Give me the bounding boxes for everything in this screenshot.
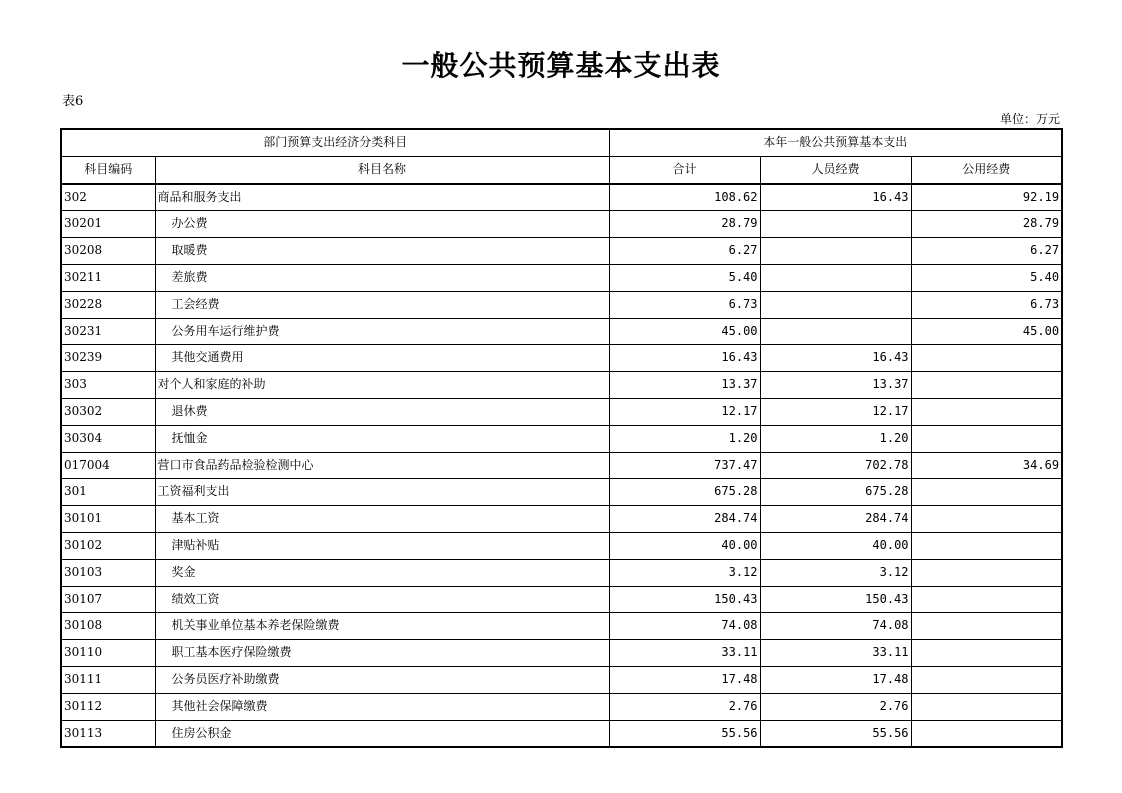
cell-personnel: 13.37: [760, 372, 911, 399]
cell-code: 30231: [61, 318, 155, 345]
cell-name: 职工基本医疗保险缴费: [155, 640, 609, 667]
cell-name: 住房公积金: [155, 720, 609, 747]
cell-total: 1.20: [609, 425, 760, 452]
cell-public: [911, 506, 1062, 533]
cell-public: [911, 693, 1062, 720]
cell-name: 绩效工资: [155, 586, 609, 613]
table-row: [61, 318, 1062, 345]
table-row: [61, 398, 1062, 425]
cell-total: 16.43: [609, 345, 760, 372]
cell-total: 150.43: [609, 586, 760, 613]
cell-public: [911, 586, 1062, 613]
cell-code: 30110: [61, 640, 155, 667]
cell-name: 公务员医疗补助缴费: [155, 666, 609, 693]
cell-code: 30107: [61, 586, 155, 613]
cell-name: 办公费: [155, 211, 609, 238]
cell-total: 40.00: [609, 532, 760, 559]
table-row: [61, 720, 1062, 747]
cell-public: [911, 425, 1062, 452]
cell-total: 5.40: [609, 264, 760, 291]
cell-name: 工会经费: [155, 291, 609, 318]
cell-personnel: 702.78: [760, 452, 911, 479]
cell-total: 13.37: [609, 372, 760, 399]
table-row: [61, 506, 1062, 533]
cell-name: 差旅费: [155, 264, 609, 291]
cell-public: [911, 345, 1062, 372]
cell-total: 284.74: [609, 506, 760, 533]
cell-total: 675.28: [609, 479, 760, 506]
cell-total: 28.79: [609, 211, 760, 238]
cell-code: 30304: [61, 425, 155, 452]
cell-public: [911, 559, 1062, 586]
cell-code: 30211: [61, 264, 155, 291]
cell-personnel: 16.43: [760, 184, 911, 211]
cell-total: 12.17: [609, 398, 760, 425]
cell-name: 其他交通费用: [155, 345, 609, 372]
table-row: [61, 640, 1062, 667]
cell-public: [911, 532, 1062, 559]
cell-name: 营口市食品药品检验检测中心: [155, 452, 609, 479]
column-header-personnel: 人员经费: [760, 156, 911, 183]
cell-public: 45.00: [911, 318, 1062, 345]
cell-public: [911, 720, 1062, 747]
cell-personnel: 3.12: [760, 559, 911, 586]
cell-personnel: 2.76: [760, 693, 911, 720]
cell-name: 退休费: [155, 398, 609, 425]
table-row: [61, 479, 1062, 506]
cell-personnel: 55.56: [760, 720, 911, 747]
cell-public: 6.73: [911, 291, 1062, 318]
cell-total: 2.76: [609, 693, 760, 720]
cell-personnel: [760, 238, 911, 265]
cell-public: 34.69: [911, 452, 1062, 479]
cell-code: 301: [61, 479, 155, 506]
table-row: [61, 211, 1062, 238]
cell-personnel: [760, 318, 911, 345]
group-header-classification: 部门预算支出经济分类科目: [61, 129, 609, 156]
cell-public: [911, 613, 1062, 640]
table-row: [61, 452, 1062, 479]
cell-name: 商品和服务支出: [155, 184, 609, 211]
cell-personnel: 16.43: [760, 345, 911, 372]
cell-code: 30101: [61, 506, 155, 533]
column-header-public: 公用经费: [911, 156, 1062, 183]
cell-total: 108.62: [609, 184, 760, 211]
cell-code: 30108: [61, 613, 155, 640]
table-row: [61, 264, 1062, 291]
cell-name: 工资福利支出: [155, 479, 609, 506]
cell-code: 30103: [61, 559, 155, 586]
table-row: [61, 559, 1062, 586]
table-row: [61, 693, 1062, 720]
column-header-code: 科目编码: [61, 156, 155, 183]
cell-name: 公务用车运行维护费: [155, 318, 609, 345]
table-row: [61, 291, 1062, 318]
page-title: 一般公共预算基本支出表: [401, 49, 721, 82]
cell-code: 30302: [61, 398, 155, 425]
column-header-name: 科目名称: [155, 156, 609, 183]
cell-code: 30112: [61, 693, 155, 720]
cell-code: 017004: [61, 452, 155, 479]
cell-name: 机关事业单位基本养老保险缴费: [155, 613, 609, 640]
cell-personnel: 284.74: [760, 506, 911, 533]
table-row: [61, 666, 1062, 693]
cell-personnel: 40.00: [760, 532, 911, 559]
table-row: [61, 613, 1062, 640]
column-header-total: 合计: [609, 156, 760, 183]
table-number: 表6: [62, 94, 84, 109]
unit-label: 单位：万元: [999, 112, 1060, 126]
cell-code: 30201: [61, 211, 155, 238]
group-header-expenditure: 本年一般公共预算基本支出: [609, 129, 1062, 156]
cell-total: 737.47: [609, 452, 760, 479]
cell-public: 6.27: [911, 238, 1062, 265]
table-row: [61, 586, 1062, 613]
cell-personnel: 17.48: [760, 666, 911, 693]
table-row: [61, 184, 1062, 211]
cell-total: 6.73: [609, 291, 760, 318]
cell-total: 33.11: [609, 640, 760, 667]
cell-code: 30113: [61, 720, 155, 747]
cell-personnel: 675.28: [760, 479, 911, 506]
cell-name: 抚恤金: [155, 425, 609, 452]
table-row: [61, 372, 1062, 399]
table-row: [61, 425, 1062, 452]
column-header-row: [61, 156, 1062, 183]
cell-public: 5.40: [911, 264, 1062, 291]
cell-public: [911, 372, 1062, 399]
cell-name: 津贴补贴: [155, 532, 609, 559]
cell-name: 奖金: [155, 559, 609, 586]
table-row: [61, 238, 1062, 265]
cell-public: [911, 666, 1062, 693]
cell-public: [911, 398, 1062, 425]
cell-personnel: [760, 264, 911, 291]
cell-code: 30111: [61, 666, 155, 693]
table-row: [61, 345, 1062, 372]
cell-code: 30102: [61, 532, 155, 559]
cell-name: 取暖费: [155, 238, 609, 265]
cell-public: [911, 640, 1062, 667]
cell-name: 其他社会保障缴费: [155, 693, 609, 720]
cell-personnel: [760, 291, 911, 318]
cell-public: 92.19: [911, 184, 1062, 211]
cell-name: 对个人和家庭的补助: [155, 372, 609, 399]
table-body: [61, 184, 1062, 748]
cell-total: 74.08: [609, 613, 760, 640]
cell-personnel: 74.08: [760, 613, 911, 640]
cell-personnel: 12.17: [760, 398, 911, 425]
table-row: [61, 532, 1062, 559]
cell-total: 3.12: [609, 559, 760, 586]
cell-personnel: [760, 211, 911, 238]
cell-total: 17.48: [609, 666, 760, 693]
cell-total: 45.00: [609, 318, 760, 345]
cell-total: 6.27: [609, 238, 760, 265]
cell-code: 30239: [61, 345, 155, 372]
group-header-row: [61, 129, 1062, 156]
cell-personnel: 150.43: [760, 586, 911, 613]
cell-code: 302: [61, 184, 155, 211]
cell-code: 30208: [61, 238, 155, 265]
cell-total: 55.56: [609, 720, 760, 747]
cell-code: 303: [61, 372, 155, 399]
cell-public: [911, 479, 1062, 506]
cell-public: 28.79: [911, 211, 1062, 238]
cell-code: 30228: [61, 291, 155, 318]
cell-name: 基本工资: [155, 506, 609, 533]
cell-personnel: 33.11: [760, 640, 911, 667]
cell-personnel: 1.20: [760, 425, 911, 452]
budget-table: [60, 128, 1063, 748]
